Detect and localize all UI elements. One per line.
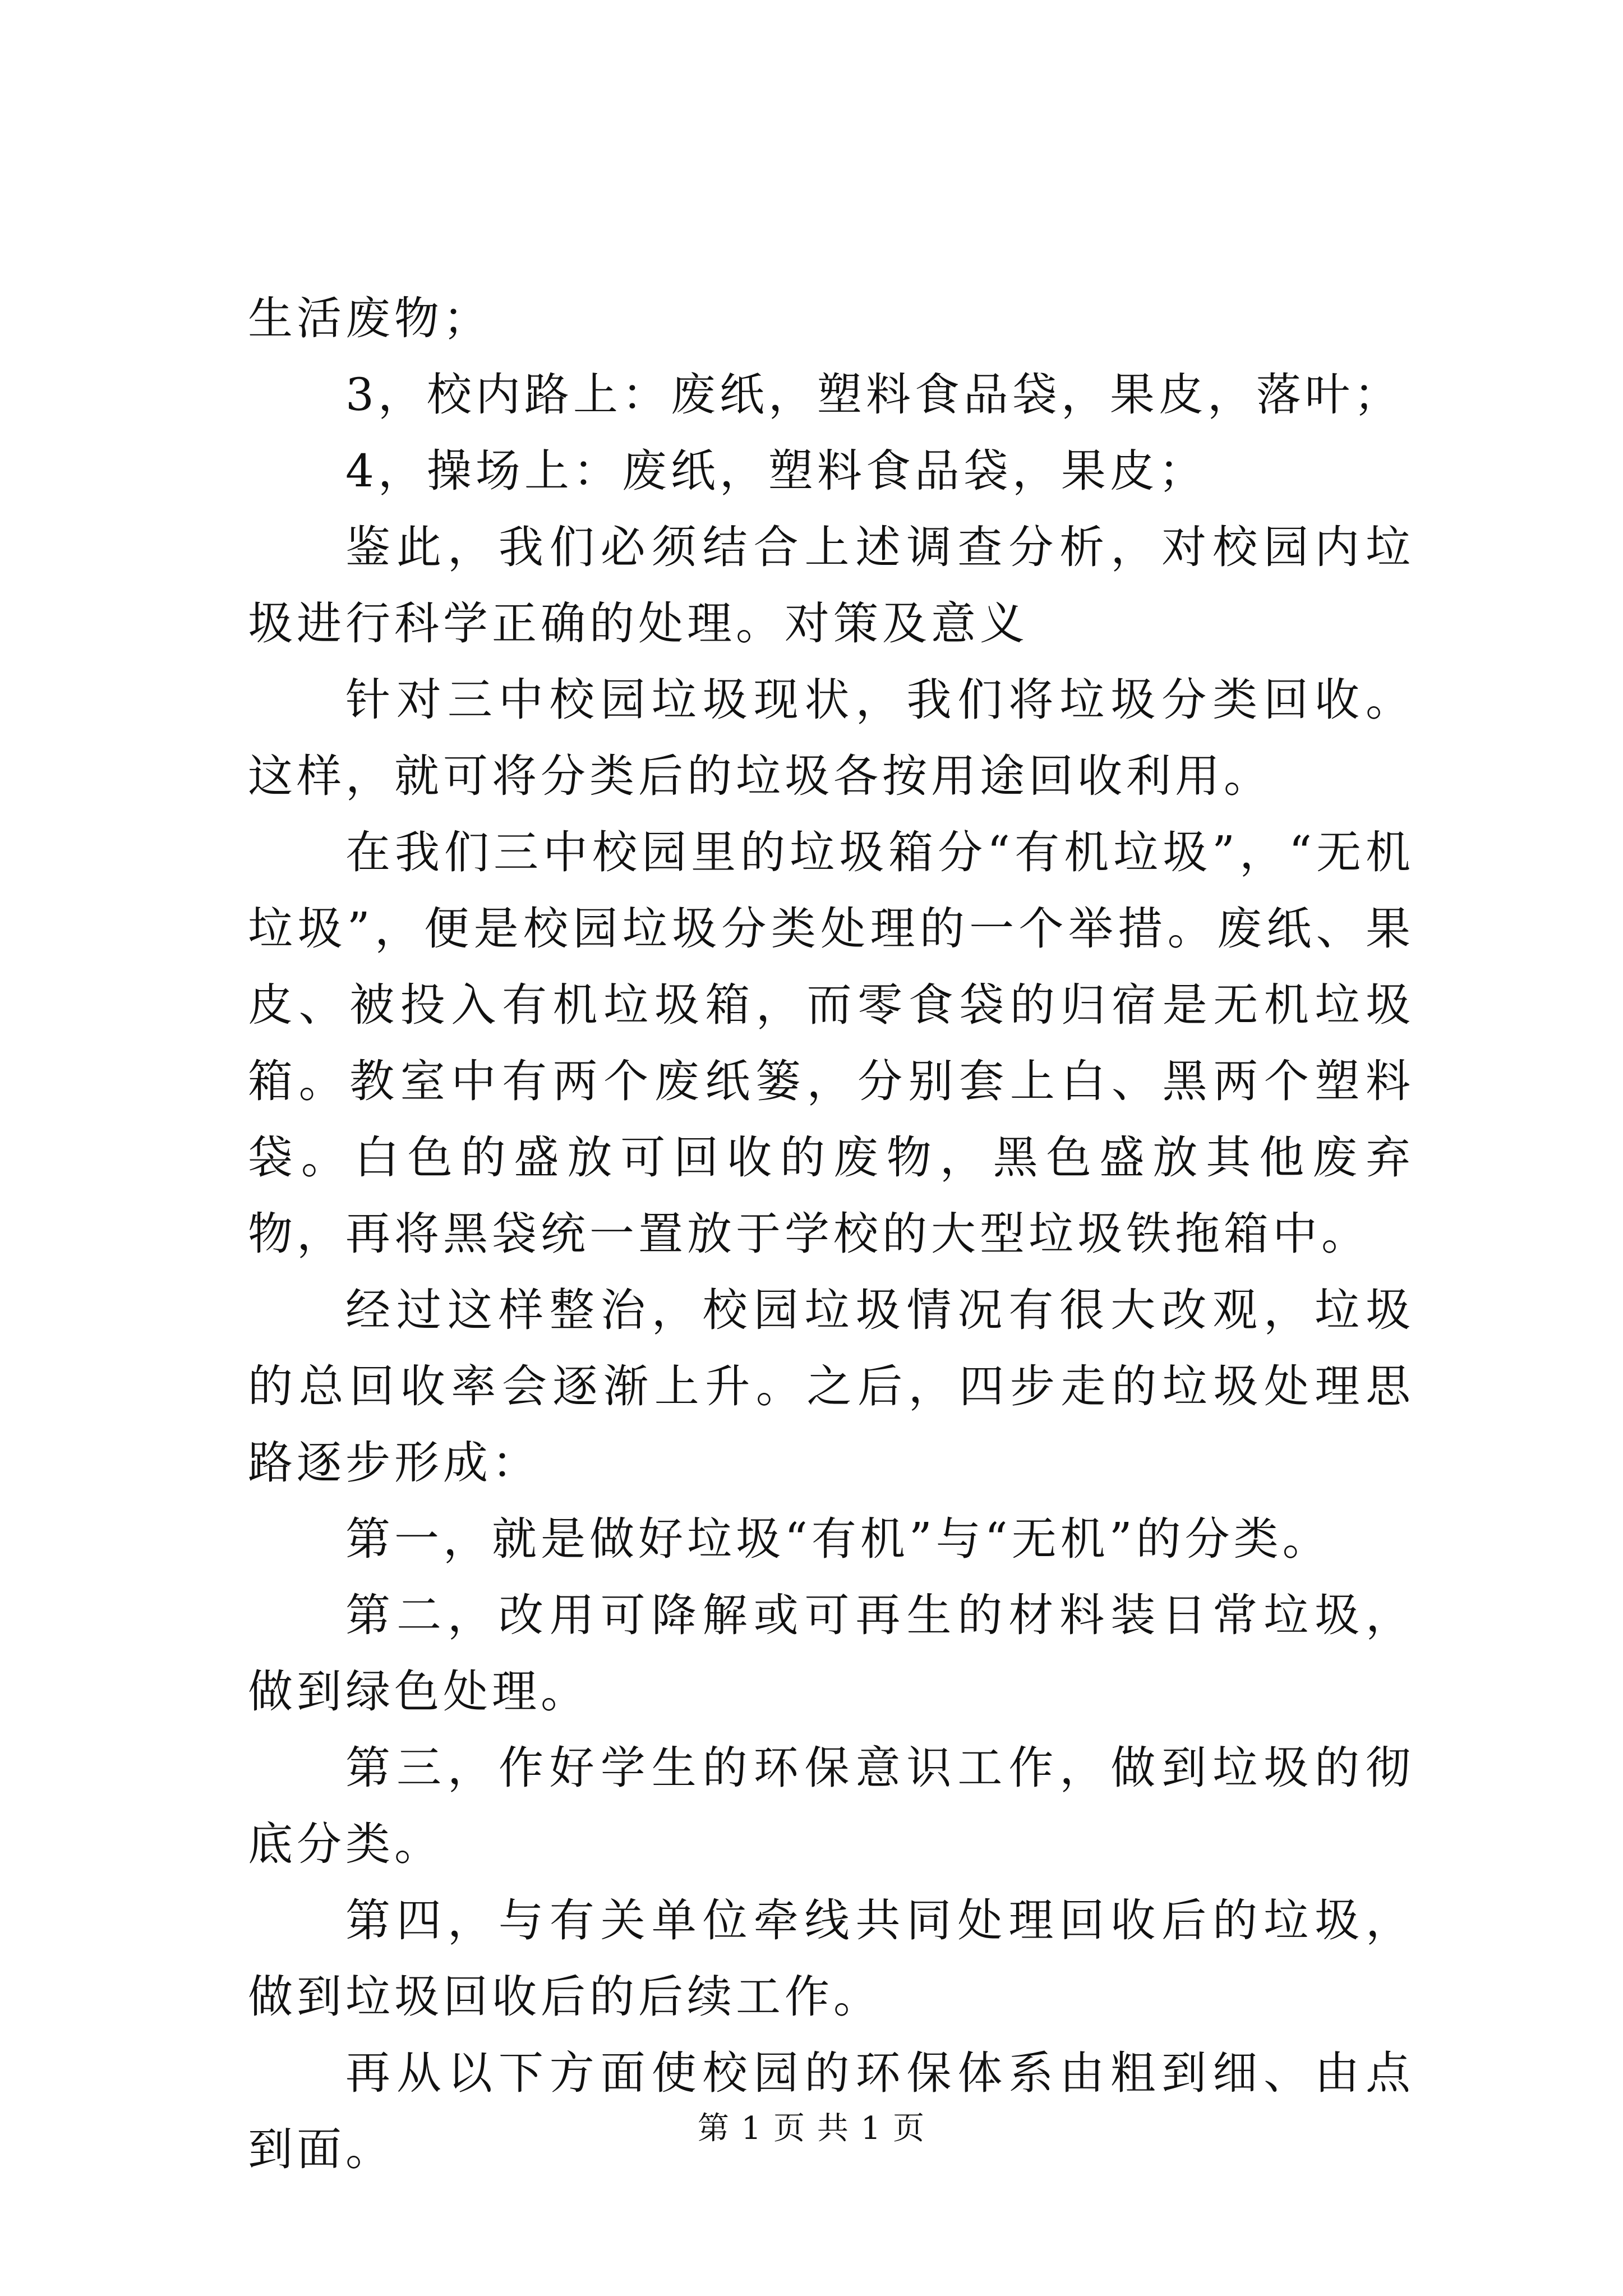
paragraph: 第二，改用可降解或可再生的材料装日常垃圾，做到绿色处理。 bbox=[248, 1589, 1414, 1718]
paragraph: 第一，就是做好垃圾“有机”与“无机”的分类。 bbox=[345, 1513, 1331, 1565]
paragraph: 鉴此，我们必须结合上述调查分析，对校园内垃圾进行科学正确的处理。对策及意义 bbox=[248, 521, 1414, 650]
paragraph: 再从以下方面使校园的环保体系由粗到细、由点到面。 bbox=[248, 2047, 1414, 2175]
paragraph: 经过这样整治，校园垃圾情况有很大改观，垃圾的总回收率会逐渐上升。之后，四步走的垃圾处理思路逐步形成： bbox=[248, 1284, 1414, 1489]
paragraph: 3，校内路上：废纸，塑料食品袋，果皮，落叶； bbox=[345, 369, 1403, 421]
paragraph: 针对三中校园垃圾现状，我们将垃圾分类回收。这样，就可将分类后的垃圾各按用途回收利用。 bbox=[248, 674, 1414, 802]
paragraph: 生活废物； bbox=[248, 292, 492, 344]
document-body bbox=[248, 280, 1414, 2188]
paragraph: 第三，作好学生的环保意识工作，做到垃圾的彻底分类。 bbox=[248, 1742, 1414, 1870]
paragraph: 在我们三中校园里的垃圾箱分“有机垃圾”，“无机垃圾”，便是校园垃圾分类处理的一个举措。废纸、果皮、被投入有机垃圾箱，而零食袋的归宿是无机垃圾箱。教室中有两个废纸篓，分别套上白、黑两个塑料袋。白色的盛放可回收的废物，黑色盛放其他废弃物，再将黑袋统一置放于学校的大型垃圾铁拖箱中。 bbox=[248, 826, 1414, 1260]
page-number-footer: 第 1 页 共 1 页 bbox=[697, 2110, 926, 2147]
paragraph: 4，操场上：废纸，塑料食品袋，果皮； bbox=[345, 445, 1207, 497]
paragraph: 第四，与有关单位牵线共同处理回收后的垃圾，做到垃圾回收后的后续工作。 bbox=[248, 1894, 1414, 2023]
